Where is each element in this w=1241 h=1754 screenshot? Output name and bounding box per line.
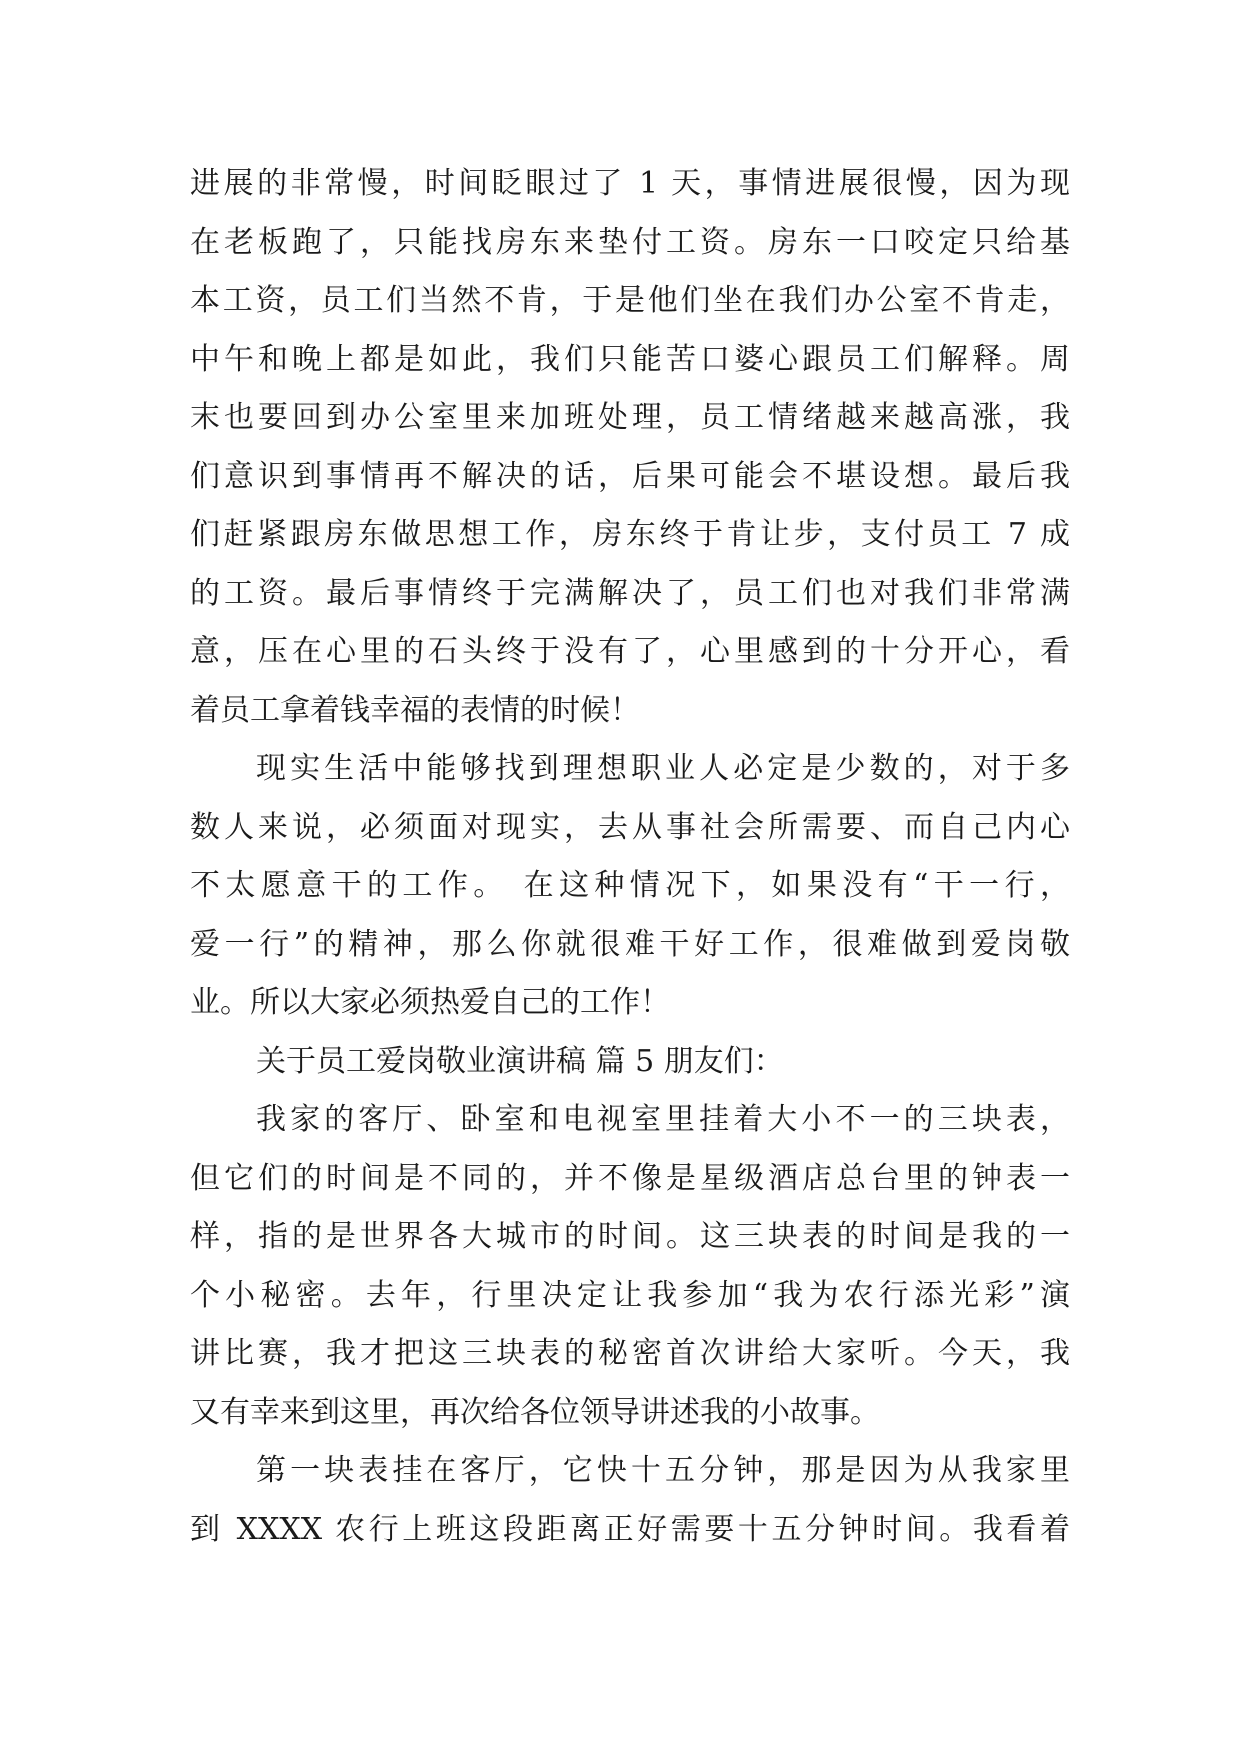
text-line: 们赶紧跟房东做思想工作，房东终于肯让步，支付员工 7 成: [190, 517, 1070, 552]
text-line: 末也要回到办公室里来加班处理，员工情绪越来越高涨，我: [190, 400, 1070, 435]
text-line: 到 XXXX 农行上班这段距离正好需要十五分钟时间。我看着: [190, 1511, 1070, 1547]
body-text: [190, 155, 1070, 1559]
text-line: 个小秘密。去年，行里决定让我参加“我为农行添光彩”演: [190, 1277, 1070, 1313]
text-line: 现实生活中能够找到理想职业人必定是少数的，对于多: [256, 751, 1070, 786]
text-line: 第一块表挂在客厅，它快十五分钟，那是因为从我家里: [256, 1453, 1070, 1488]
text-line: 数人来说，必须面对现实，去从事社会所需要、而自己内心: [190, 809, 1070, 845]
text-line: 但它们的时间是不同的，并不像是星级酒店总台里的钟表一: [190, 1160, 1070, 1196]
text-line: 在老板跑了，只能找房东来垫付工资。房东一口咬定只给基: [190, 224, 1070, 260]
text-line: 业。所以大家必须热爱自己的工作！: [190, 985, 670, 1020]
text-line: 讲比赛，我才把这三块表的秘密首次讲给大家听。今天，我: [190, 1336, 1070, 1371]
text-line: 本工资，员工们当然不肯，于是他们坐在我们办公室不肯走，: [190, 283, 1070, 318]
text-line: 中午和晚上都是如此，我们只能苦口婆心跟员工们解释。周: [190, 341, 1070, 377]
text-line: 关于员工爱岗敬业演讲稿 篇 5 朋友们：: [256, 1043, 784, 1079]
text-line: 着员工拿着钱幸福的表情的时候！: [190, 692, 640, 728]
text-line: 们意识到事情再不解决的话，后果可能会不堪设想。最后我: [190, 458, 1070, 494]
text-line: 不太愿意干的工作。 在这种情况下，如果没有“干一行，: [190, 868, 1070, 903]
text-line: 进展的非常慢，时间眨眼过了 1 天，事情进展很慢，因为现: [190, 166, 1070, 201]
text-line: 的工资。最后事情终于完满解决了，员工们也对我们非常满: [190, 575, 1070, 611]
text-line: 又有幸来到这里，再次给各位领导讲述我的小故事。: [190, 1394, 880, 1430]
text-line: 样，指的是世界各大城市的时间。这三块表的时间是我的一: [190, 1219, 1070, 1254]
text-line: 意，压在心里的石头终于没有了，心里感到的十分开心，看: [190, 634, 1070, 669]
text-line: 爱一行”的精神，那么你就很难干好工作，很难做到爱岗敬: [190, 926, 1070, 962]
text-line: 我家的客厅、卧室和电视室里挂着大小不一的三块表，: [256, 1102, 1070, 1137]
